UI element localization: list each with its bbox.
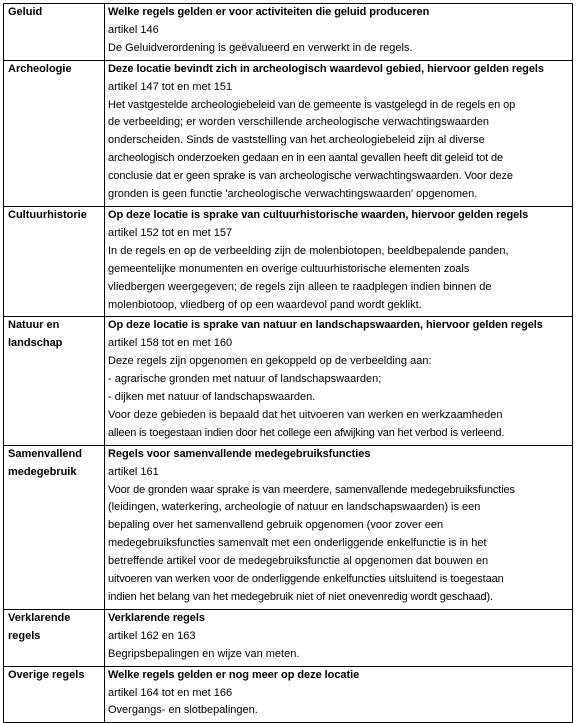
topic-cell	[4, 4, 105, 61]
content-cell	[105, 609, 573, 666]
row-heading: Deze locatie bevindt zich in archeologisch waardevol gebied, hiervoor gelden regels	[108, 62, 544, 75]
description-line: Voor de gronden waar sprake is van meerdere, samenvallende medegebruiksfuncties	[108, 483, 515, 496]
table-row-verklarende-regels	[4, 609, 573, 666]
row-heading: Op deze locatie is sprake van natuur en landschapswaarden, hiervoor gelden regels	[108, 319, 543, 332]
topic-cell	[4, 60, 105, 206]
row-heading: Op deze locatie is sprake van cultuurhistorische waarden, hiervoor gelden regels	[108, 208, 529, 221]
topic-label-line: landschap	[8, 337, 63, 350]
description-line: uitvoeren van werken voor de onderliggende enkelfuncties uitsluitend is toegestaan	[108, 573, 504, 586]
description-line: Deze regels zijn opgenomen en gekoppeld op de verbeelding aan:	[108, 355, 432, 368]
table-row-geluid	[4, 4, 573, 61]
description-line: onderscheiden. Sinds de vaststelling van het archeologiebeleid zijn al diverse	[108, 134, 485, 147]
row-heading: Welke regels gelden er voor activiteiten die geluid produceren	[108, 6, 430, 18]
topic-cell	[4, 609, 105, 666]
article-reference: artikel 158 tot en met 160	[108, 337, 233, 350]
topic-label-line: regels	[8, 629, 41, 642]
description-line: gronden is geen functie 'archeologische verwachtingswaarden' opgenomen.	[108, 188, 478, 201]
content-cell	[105, 4, 573, 61]
topic-label-line: Verklarende	[8, 611, 71, 624]
article-reference: artikel 162 en 163	[108, 629, 196, 642]
content-cell	[105, 317, 573, 445]
table-row-cultuurhistorie	[4, 206, 573, 316]
description-line: gemeentelijke monumenten en overige cultuurhistorische elementen zoals	[108, 262, 470, 275]
row-heading: Welke regels gelden er nog meer op deze locatie	[108, 668, 360, 681]
description-line: De Geluidverordening is geëvalueerd en verwerkt in de regels.	[108, 41, 413, 54]
content-cell	[105, 60, 573, 206]
table-row-overige-regels	[4, 666, 573, 723]
topic-cell	[4, 206, 105, 316]
content-cell	[105, 445, 573, 609]
description-line: conclusie dat er geen sprake is van archeologische verwachtingswaarden. Voor deze	[108, 170, 513, 183]
description-line: indien het belang van het medegebruik niet of niet onevenredig wordt geschaad).	[108, 591, 493, 603]
table-row-samenvallend-medegebruik	[4, 445, 573, 609]
article-reference: artikel 152 tot en met 157	[108, 226, 233, 239]
topic-cell	[4, 445, 105, 609]
description-line: Het vastgestelde archeologiebeleid van de gemeente is vastgelegd in de regels en op	[108, 98, 516, 111]
row-heading: Regels voor samenvallende medegebruiksfuncties	[108, 447, 371, 460]
row-heading: Verklarende regels	[108, 611, 205, 624]
content-cell	[105, 666, 573, 723]
list-item: - dijken met natuur of landschapswaarden.	[108, 391, 316, 404]
topic-cell	[4, 666, 105, 723]
article-reference: artikel 164 tot en met 166	[108, 686, 233, 699]
description-line: Voor deze gebieden is bepaald dat het uitvoeren van werken en werkzaamheden	[108, 408, 503, 421]
description-line: In de regels en op de verbeelding zijn de molenbiotopen, beeldbepalende panden,	[108, 244, 509, 257]
topic-label-line: medegebruik	[8, 465, 77, 478]
description-line: de verbeelding; er worden verschillende archeologische verwachtingswaarden	[108, 116, 489, 129]
table-row-archeologie	[4, 60, 573, 206]
article-reference: artikel 147 tot en met 151	[108, 80, 233, 93]
description-line: alleen is toegestaan indien door het college een afwijking van het verbod is verleend.	[108, 426, 505, 439]
topic-cell	[4, 317, 105, 445]
description-line: molenbiotoop, vliedberg of op een waardevol pand wordt geklikt.	[108, 298, 422, 311]
topic-label: Cultuurhistorie	[8, 208, 87, 221]
table-row-natuur-en-landschap	[4, 317, 573, 445]
description-line: vliedbergen weergegeven; de regels zijn alleen te raadplegen indien binnen de	[108, 280, 492, 293]
topic-label: Geluid	[8, 6, 43, 18]
description-line: betreffende artikel voor de medegebruiksfunctie al opgenomen dat bouwen en	[108, 555, 489, 568]
description-line: (leidingen, waterkering, archeologie of natuur en landschapswaarden) is een	[108, 501, 481, 514]
description-line: medegebruiksfuncties samenvalt met een onderliggende enkelfunctie is in het	[108, 537, 487, 550]
article-reference: artikel 161	[108, 465, 159, 478]
topic-label: Archeologie	[8, 62, 72, 75]
list-item: - agrarische gronden met natuur of landschapswaarden;	[108, 373, 382, 386]
rules-table	[3, 3, 573, 723]
topic-label-line: Samenvallend	[8, 447, 82, 460]
topic-label: Overige regels	[8, 668, 85, 681]
article-reference: artikel 146	[108, 23, 159, 36]
description-line: bepaling over het samenvallend gebruik opgenomen (voor zover een	[108, 519, 444, 532]
content-cell	[105, 206, 573, 316]
description-line: archeologisch onderzoeken gedaan en in een aantal gevallen heeft dit geleid tot de	[108, 152, 504, 165]
description-line: Overgangs- en slotbepalingen.	[108, 704, 258, 717]
description-line: Begripsbepalingen en wijze van meten.	[108, 647, 300, 660]
topic-label-line: Natuur en	[8, 319, 60, 332]
